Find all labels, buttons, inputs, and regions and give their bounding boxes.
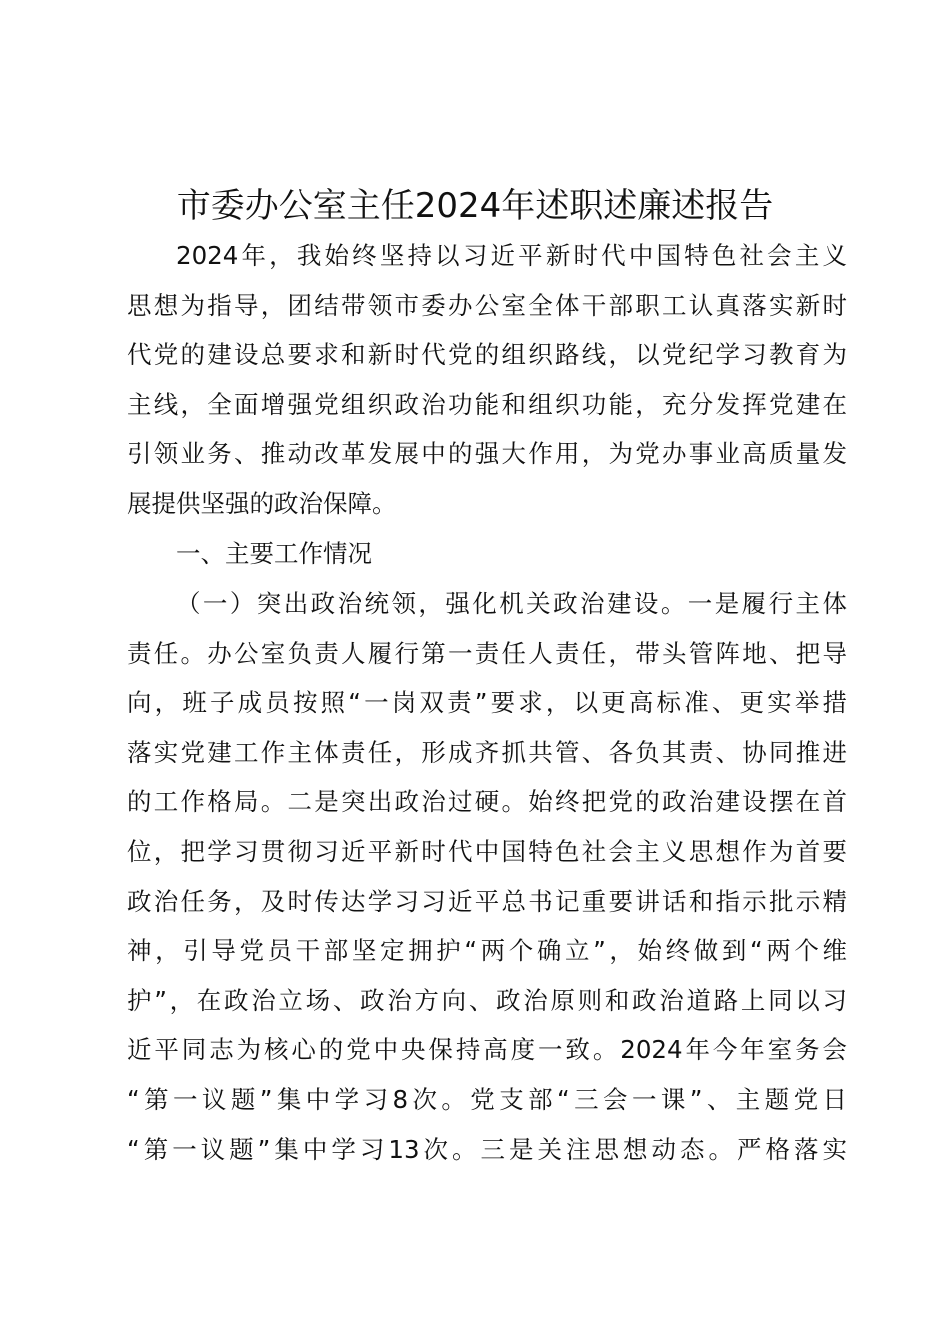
text-line: （一）突出政治统领，强化机关政治建设。一是履行主体 <box>176 589 847 618</box>
text-line: 向，班子成员按照“一岗双责”要求，以更高标准、更实举措 <box>127 688 847 718</box>
text-line: 主线，全面增强党组织政治功能和组织功能，充分发挥党建在 <box>127 389 847 419</box>
text-line: 政治任务，及时传达学习习近平总书记重要讲话和指示批示精 <box>127 886 847 916</box>
text-line: 落实党建工作主体责任，形成齐抓共管、各负其责、协同推进 <box>127 737 847 767</box>
text-line: 引领业务、推动改革发展中的强大作用，为党办事业高质量发 <box>127 439 847 469</box>
text-line: 代党的建设总要求和新时代党的组织路线，以党纪学习教育为 <box>127 340 847 370</box>
text-line: 展提供坚强的政治保障。 <box>127 488 397 518</box>
paragraph-intro <box>127 231 847 529</box>
text-line: 位，把学习贯彻习近平新时代中国特色社会主义思想作为首要 <box>127 836 847 866</box>
paragraph-section1 <box>127 579 847 1174</box>
text-line: 2024年，我始终坚持以习近平新时代中国特色社会主义 <box>176 241 847 270</box>
document-title: 市委办公室主任2024年述职述廉述报告 <box>176 186 774 226</box>
section-heading-text: 一、主要工作情况 <box>176 539 372 568</box>
text-line: 思想为指导，团结带领市委办公室全体干部职工认真落实新时 <box>127 290 847 320</box>
text-line: “第一议题”集中学习8次。党支部“三会一课”、主题党日 <box>127 1084 847 1114</box>
text-line: 责任。办公室负责人履行第一责任人责任，带头管阵地、把导 <box>127 638 847 668</box>
section-heading <box>127 529 847 579</box>
text-line: 的工作格局。二是突出政治过硬。始终把党的政治建设摆在首 <box>127 787 847 817</box>
text-line: 近平同志为核心的党中央保持高度一致。2024年今年室务会 <box>127 1035 847 1065</box>
text-line: 神，引导党员干部坚定拥护“两个确立”，始终做到“两个维 <box>127 936 847 966</box>
text-line: 护”，在政治立场、政治方向、政治原则和政治道路上同以习 <box>127 985 847 1015</box>
text-line: “第一议题”集中学习13次。三是关注思想动态。严格落实 <box>127 1134 847 1164</box>
